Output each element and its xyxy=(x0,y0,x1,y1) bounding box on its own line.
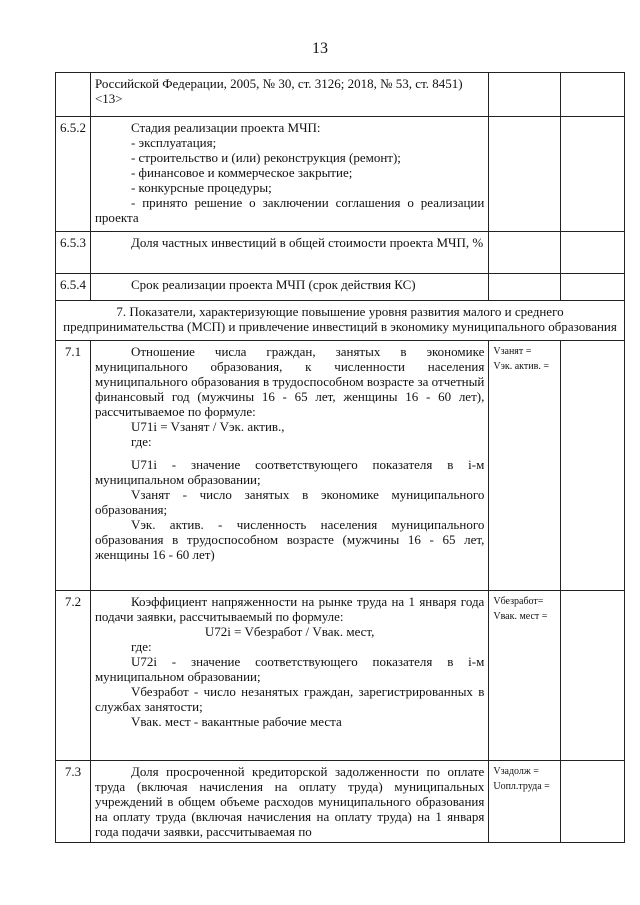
table-row xyxy=(56,591,625,761)
row-text: Доля частных инвестиций в общей стоимости проекта МЧП, % xyxy=(90,232,488,274)
where-label: где: xyxy=(130,639,152,654)
value-cell xyxy=(489,117,561,232)
value-cell xyxy=(489,73,561,117)
row-text: Срок реализации проекта МЧП (срок действия КС) xyxy=(90,274,488,301)
definition: U72i - значение соответствующего показателя в i-м муниципальном образовании; xyxy=(94,654,485,684)
indicator-description: Коэффициент напряженности на рынке труда на 1 января года подачи заявки, рассчитываемый по формуле: xyxy=(94,594,485,624)
row-line: - эксплуатация; xyxy=(130,135,217,150)
indicators-table xyxy=(55,72,625,843)
row-line: Стадия реализации проекта МЧП: xyxy=(130,120,321,135)
table-row xyxy=(56,761,625,843)
definition: Vзанят - число занятых в экономике муниципального образования; xyxy=(94,487,485,517)
row-text-cell xyxy=(90,341,488,591)
variable-label: Vэк. актив. = xyxy=(493,361,549,372)
score-cell xyxy=(561,274,625,301)
definition: Vбезработ - число незанятых граждан, зарегистрированных в службах занятости; xyxy=(94,684,485,714)
variable-label: Vзанят = xyxy=(493,346,532,357)
value-cell xyxy=(489,591,561,761)
row-line: - конкурсные процедуры; xyxy=(130,180,272,195)
formula: U72i = Vбезработ / Vвак. мест, xyxy=(204,624,375,639)
variable-label: Uопл.труда = xyxy=(493,781,550,792)
row-number: 7.3 xyxy=(56,761,91,843)
formula: U71i = Vзанят / Vэк. актив., xyxy=(130,419,285,434)
table-row xyxy=(56,73,625,117)
row-number: 7.2 xyxy=(56,591,91,761)
variable-label: Vзадолж = xyxy=(493,766,539,777)
value-cell xyxy=(489,341,561,591)
row-text-cell xyxy=(90,117,488,232)
section-header-row xyxy=(56,301,625,341)
row-line: - строительство и (или) реконструкция (ремонт); xyxy=(130,150,401,165)
definition: U71i - значение соответствующего показателя в i-м муниципальном образовании; xyxy=(94,457,485,487)
table-row xyxy=(56,117,625,232)
row-number-cell xyxy=(56,73,91,117)
row-number: 7.1 xyxy=(56,341,91,591)
table-row xyxy=(56,232,625,274)
score-cell xyxy=(561,232,625,274)
value-cell xyxy=(489,274,561,301)
page-number: 13 xyxy=(312,40,328,57)
definition: Vвак. мест - вакантные рабочие места xyxy=(130,714,342,729)
value-cell xyxy=(489,232,561,274)
row-text: Российской Федерации, 2005, № 30, ст. 3126; 2018, № 53, ст. 8451) <13> xyxy=(94,76,463,106)
row-text-cell xyxy=(90,591,488,761)
indicator-description: Отношение числа граждан, занятых в экономике муниципального образования, к численности населения муниципального образования в трудоспособном возрасте за отчетный финансовый год (мужчины 16 - 65 лет, женщины 16 - 60 лет), рассчитываемое по формуле: xyxy=(94,344,485,419)
score-cell xyxy=(561,761,625,843)
row-number: 6.5.3 xyxy=(56,232,91,274)
row-line: - принято решение о заключении соглашения о реализации проекта xyxy=(94,195,485,225)
score-cell xyxy=(561,117,625,232)
score-cell xyxy=(561,591,625,761)
row-text-cell xyxy=(90,73,488,117)
where-label: где: xyxy=(130,434,152,449)
table-row xyxy=(56,341,625,591)
variable-label: Vбезработ= xyxy=(493,596,544,607)
indicator-description: Доля просроченной кредиторской задолженности по оплате труда (включая начисления на оплату труда) муниципальных учреждений в общем объеме расходов муниципального образования на оплату труда (включая начисления на оплату труда) на 1 января года подачи заявки, рассчитываемая по xyxy=(94,764,485,839)
row-number: 6.5.2 xyxy=(56,117,91,232)
table-row xyxy=(56,274,625,301)
score-cell xyxy=(561,73,625,117)
row-line: - финансовое и коммерческое закрытие; xyxy=(130,165,353,180)
row-number: 6.5.4 xyxy=(56,274,91,301)
value-cell xyxy=(489,761,561,843)
definition: Vэк. актив. - численность населения муниципального образования в трудоспособном возрасте (мужчины 16 - 65 лет, женщины 16 - 60 лет) xyxy=(94,517,485,562)
variable-label: Vвак. мест = xyxy=(493,611,548,622)
row-text-cell xyxy=(90,761,488,843)
section-title: 7. Показатели, характеризующие повышение уровня развития малого и среднего предпринимательства (МСП) и привлечение инвестиций в экономику муниципального образования xyxy=(56,301,625,341)
score-cell xyxy=(561,341,625,591)
